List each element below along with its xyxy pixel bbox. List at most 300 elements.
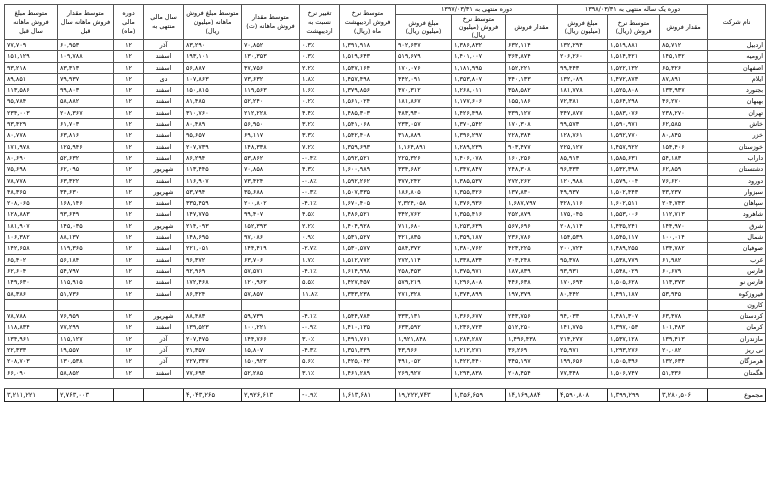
table-cell: ۱۴۴,۷۶۶ <box>242 333 300 344</box>
table-cell: اسفند <box>144 232 184 243</box>
table-cell: ۷۶,۶۲۰ <box>660 175 708 186</box>
table-cell: اسفند <box>144 198 184 209</box>
table-cell: ۶۲,۶۰۴ <box>5 265 58 276</box>
table-cell: ۹۵,۷۸۴ <box>5 96 58 107</box>
table-cell: ۱,۴۲۲,۴۴۰ <box>452 356 506 367</box>
table-cell: ۱۲ <box>114 152 144 163</box>
table-cell: ۲۳۴,۰۰۳ <box>5 107 58 118</box>
table-cell: ۱,۱۷۷,۶۰۶ <box>452 96 506 107</box>
table-cell: دی <box>144 73 184 84</box>
company-name-cell: غرب <box>708 254 766 265</box>
table-cell: ۱۱۲,۷۱۳ <box>660 209 708 220</box>
table-cell: شهریور <box>144 220 184 231</box>
table-cell: ۶۳,۳۲۲ <box>58 175 114 186</box>
table-cell: ۱۲ <box>114 345 144 356</box>
table-cell: ۱,۳۵۵,۳۲۶ <box>452 186 506 197</box>
table-cell: ۱۱۳,۴۴۵ <box>184 164 242 175</box>
header-monthly-qty: متوسط مقدار فروش ماهانه (ت) <box>242 5 300 40</box>
table-cell: ۱,۵۱۴,۴۲۱ <box>608 51 660 62</box>
table-cell: ۱,۳۹۶,۲۹۷ <box>452 130 506 141</box>
header-company: نام شرکت <box>708 5 766 40</box>
table-cell: ۳۳۹,۱۲۷ <box>506 107 558 118</box>
table-row <box>5 186 766 197</box>
header-prev-monthly-qty: متوسط مقدار فروش ماهانه سال قبل <box>58 5 114 40</box>
company-name-cell: هرمزگان <box>708 356 766 367</box>
table-row <box>5 232 766 243</box>
table-cell: ۹۴,۰۳۳ <box>558 311 608 322</box>
company-name-cell: سپاهان <box>708 198 766 209</box>
table-cell: ۴,۵۹۰,۸۰۸ <box>558 388 608 401</box>
table-cell: ۹۹,۸۰۳ <box>58 85 114 96</box>
table-cell: ۱,۵۹۲,۷۷۰ <box>608 130 660 141</box>
table-cell: ۳.۳٪ <box>300 130 340 141</box>
table-cell: ۷۳,۶۳۲ <box>242 73 300 84</box>
table-cell: ۸۵,۹۱۳ <box>558 152 608 163</box>
table-cell: شهریور <box>144 311 184 322</box>
table-cell: ۱۴۱,۷۷۵ <box>558 322 608 333</box>
table-cell: ۱۳۳,۹۳۷ <box>660 85 708 96</box>
table-cell: ۱۱۹,۵۶۳ <box>242 85 300 96</box>
table-cell: ۱,۵۷۹,۰۰۴ <box>608 175 660 186</box>
spacer-row <box>5 378 766 388</box>
table-cell: ۱۷۲,۴۶۸ <box>184 277 242 288</box>
table-row <box>5 164 766 175</box>
table-cell <box>144 388 184 401</box>
table-cell: ۵۳,۷۹۴ <box>184 186 242 197</box>
table-row <box>5 130 766 141</box>
table-cell: ۱,۴۲۷,۴۵۷ <box>340 277 396 288</box>
table-cell: ۱,۳۷۴,۸۹۹ <box>452 288 506 299</box>
table-cell <box>300 299 340 310</box>
table-cell: ۱,۳۵۹,۶۹۳ <box>340 141 396 152</box>
table-cell: ۱۳۴,۷۸۲ <box>660 243 708 254</box>
header-prev-amount: مبلغ فروش (میلیون ریال) <box>396 15 452 40</box>
table-cell: ۷۷,۳۴۸ <box>558 367 608 378</box>
table-cell: ۱.۶٪ <box>300 85 340 96</box>
table-cell: ۶۳,۷۰۶ <box>242 254 300 265</box>
table-cell: ۱۲ <box>114 141 144 152</box>
table-row <box>5 288 766 299</box>
table-cell: ۱۲ <box>114 73 144 84</box>
spacer-cell <box>5 378 766 388</box>
table-row <box>5 209 766 220</box>
table-cell: ۹۰۳,۴۷۷ <box>506 141 558 152</box>
table-cell: ۷.۲٪ <box>300 141 340 152</box>
table-cell: ۴۹,۹۳۷ <box>558 186 608 197</box>
table-cell <box>184 299 242 310</box>
table-cell: ۱۶۸,۱۴۶ <box>58 198 114 209</box>
table-cell: ۱۲ <box>114 198 144 209</box>
table-cell: ۹۳,۶۴۹ <box>58 209 114 220</box>
table-cell: ۷۸,۷۷۸ <box>5 175 58 186</box>
table-cell <box>144 299 184 310</box>
table-cell: ۵۶۷,۶۹۶ <box>506 220 558 231</box>
table-cell: ۱,۶۰۰,۹۸۹ <box>340 164 396 175</box>
table-cell: ۱۵۴,۵۳۹ <box>558 232 608 243</box>
table-cell: ۱,۵۳۸,۷۷۹ <box>608 254 660 265</box>
table-cell: ۱۲ <box>114 322 144 333</box>
header-fiscal-end: سال مالی منتهی به <box>144 5 184 40</box>
table-cell: ۶۳,۴۷۸ <box>660 311 708 322</box>
table-cell: ۱,۵۶۱,۰۲۴ <box>340 96 396 107</box>
table-cell: اسفند <box>144 175 184 186</box>
table-cell: ۱,۴۹۱,۱۸۷ <box>608 288 660 299</box>
table-cell <box>608 299 660 310</box>
table-cell: ۱,۴۰۱,۰۰۷ <box>452 51 506 62</box>
table-cell: ۵۸,۸۸۲ <box>58 96 114 107</box>
table-cell: ۲۲,۳۳۳ <box>5 345 58 356</box>
company-name-cell: فیروزکوه <box>708 288 766 299</box>
table-cell <box>396 299 452 310</box>
table-cell: ۴۹۱,۰۵۲ <box>396 356 452 367</box>
table-cell: ۱,۳۷۶,۹۳۶ <box>452 198 506 209</box>
table-cell: ۲۰۷,۴۷۵ <box>184 333 242 344</box>
table-row <box>5 277 766 288</box>
table-cell: شهریور <box>144 164 184 175</box>
table-cell: ۸۰,۸۴۵ <box>660 130 708 141</box>
table-cell: ۱۵۲,۲۲۱ <box>506 62 558 73</box>
table-cell: ۱,۵۴۵,۱۱۷ <box>608 232 660 243</box>
table-cell: ۳۳,۲۳۷ <box>660 186 708 197</box>
table-cell: ۱,۵۰۲,۴۴۳ <box>608 186 660 197</box>
table-cell: ۱۷۰,۳۰۸ <box>506 119 558 130</box>
table-cell: ۲۰۸,۰۶۵ <box>5 198 58 209</box>
table-cell: اسفند <box>144 367 184 378</box>
company-name-cell: بهبهان <box>708 96 766 107</box>
company-name-cell: مازندران <box>708 333 766 344</box>
table-cell: ۱,۱۸۱,۹۹۵ <box>452 62 506 73</box>
table-cell: ۰.۳٪ <box>300 40 340 51</box>
table-cell: ۳.۰٪ <box>300 333 340 344</box>
table-cell: ۱,۵۱۹,۶۴۳ <box>340 51 396 62</box>
table-cell: ۱۷۵,۰۴۵ <box>558 209 608 220</box>
table-row <box>5 254 766 265</box>
table-cell <box>340 299 396 310</box>
table-cell: ۸۰,۴۸۹ <box>184 119 242 130</box>
table-cell: ۲۰۰,۸۰۲ <box>242 198 300 209</box>
table-cell: ۳۱۸,۸۸۹ <box>396 130 452 141</box>
table-cell: ۱,۴۹۱,۷۶۱ <box>340 333 396 344</box>
table-cell: ۱,۵۹۲,۵۲۱ <box>340 152 396 163</box>
table-cell: ۲۰۷,۷۳۹ <box>184 141 242 152</box>
table-cell <box>5 299 58 310</box>
table-cell: ۲۰۳,۲۴۸ <box>506 254 558 265</box>
table-cell: ۳۶۴,۸۷۴ <box>506 51 558 62</box>
table-cell: ۳۴۷,۸۷۷ <box>558 107 608 118</box>
table-cell: ۸۸,۱۳۷ <box>58 232 114 243</box>
table-cell: ۲۱۴,۰۹۳ <box>184 220 242 231</box>
table-cell: ۱۵۴,۴۰۶ <box>660 141 708 152</box>
table-cell: اسفند <box>144 141 184 152</box>
table-cell: ۱۰۰,۲۲۱ <box>242 322 300 333</box>
table-cell: ۲۵,۹۷۱ <box>558 345 608 356</box>
table-cell: ۰.۹٪ <box>300 232 340 243</box>
table-cell: ۲۵۲,۸۷۹ <box>506 209 558 220</box>
table-cell: ۱۸۶,۸۰۵ <box>396 186 452 197</box>
table-cell: ۵۴,۷۹۷ <box>58 265 114 276</box>
table-cell: ۱۲ <box>114 175 144 186</box>
table-cell: ۱,۵۹۲,۲۶۲ <box>340 175 396 186</box>
table-cell: -۴.۳٪ <box>300 345 340 356</box>
company-name-cell: هگمتان <box>708 367 766 378</box>
table-cell: ۴۸,۳۶۵ <box>5 186 58 197</box>
table-cell: ۶۳,۸۱۶ <box>58 130 114 141</box>
table-cell: شهریور <box>144 186 184 197</box>
table-row <box>5 107 766 118</box>
table-cell: ۵۷۹,۲۱۹ <box>396 277 452 288</box>
table-cell: ۱,۲۱۲,۲۷۱ <box>452 345 506 356</box>
table-cell: ۳۷۷,۲۴۲ <box>396 175 452 186</box>
table-cell: ۶۱,۷۰۳ <box>58 119 114 130</box>
table-cell: ۲۰۴,۷۴۳ <box>660 198 708 209</box>
table-cell: اسفند <box>144 243 184 254</box>
header-period-months: دوره مالی (ماه) <box>114 5 144 40</box>
table-cell: ۰.۳٪ <box>300 51 340 62</box>
table-cell: ۱۳۲,۲۹۴ <box>558 40 608 51</box>
table-cell: ۱۳۰,۵۳۸ <box>58 356 114 367</box>
table-cell: اسفند <box>144 277 184 288</box>
table-cell: ۱۴۸,۳۳۸ <box>242 141 300 152</box>
table-cell: -۰.۹٪ <box>300 388 340 401</box>
table-cell: ۱,۶۱۴,۹۹۸ <box>340 265 396 276</box>
table-cell: ۱۲ <box>114 265 144 276</box>
table-cell: ۶۶,۰۹۰ <box>5 367 58 378</box>
table-cell: ۱۴۴,۴۱۹ <box>242 243 300 254</box>
table-cell: ۲۲۱,۰۵۱ <box>184 243 242 254</box>
table-cell: ۵.۵٪ <box>300 277 340 288</box>
table-row <box>5 265 766 276</box>
company-name-cell: خاش <box>708 119 766 130</box>
table-cell: ۷۲,۳۸۱ <box>558 96 608 107</box>
table-cell: ۴.۳٪ <box>300 164 340 175</box>
table-cell: ۶۱,۹۸۲ <box>660 254 708 265</box>
table-cell: ۱,۵۱۲,۷۷۲ <box>340 254 396 265</box>
company-name-cell: کرمان <box>708 322 766 333</box>
table-cell: ۵۱۲,۲۵۰ <box>506 322 558 333</box>
company-name-cell: صوفیان <box>708 243 766 254</box>
table-cell: ۶۲,۸۵۹ <box>660 164 708 175</box>
table-cell: ۴۲۳,۲۲۵ <box>506 243 558 254</box>
table-cell: ۹۹,۴۰۷ <box>242 209 300 220</box>
table-cell: ۵۱,۷۳۶ <box>58 288 114 299</box>
table-cell: ۲۰,۰۸۲ <box>660 345 708 356</box>
table-cell: ۱۲۰,۹۶۲ <box>242 277 300 288</box>
company-name-cell: سبزوار <box>708 186 766 197</box>
table-cell: ۵۶,۹۵۰ <box>242 119 300 130</box>
table-cell: -۴.۱٪ <box>300 198 340 209</box>
company-name-cell: شرق <box>708 220 766 231</box>
table-cell: ۱۹,۲۲۲,۷۴۳ <box>396 388 452 401</box>
table-cell: ۱,۴۷۲,۸۷۳ <box>608 73 660 84</box>
table-cell: ۳۳۵,۴۵۹ <box>184 198 242 209</box>
table-cell: ۱۱۳,۵۸۶ <box>5 85 58 96</box>
table-cell: ۲۲۵,۱۲۷ <box>558 141 608 152</box>
table-row <box>5 299 766 310</box>
table-cell: -۰.۸٪ <box>300 175 340 186</box>
table-cell: ۱۱۶,۹۰۷ <box>184 175 242 186</box>
table-cell: ۲۲۵,۳۲۶ <box>396 152 452 163</box>
table-cell: ۱,۳۵۵,۴۱۶ <box>452 209 506 220</box>
table-cell: ۶۹,۱۱۷ <box>242 130 300 141</box>
table-cell: ۱۵۵,۱۸۶ <box>506 96 558 107</box>
table-cell: ۲۳۶,۷۸۶ <box>506 232 558 243</box>
header-current-qty: مقدار فروش <box>660 15 708 40</box>
header-change-pct: تغییر نرخ نسبت به اردیبهشت <box>300 5 340 40</box>
table-cell: ۸۰,۶۹۰ <box>5 152 58 163</box>
table-cell: ۱,۵۴۲,۴۰۸ <box>340 130 396 141</box>
table-body <box>5 40 766 379</box>
table-cell: ۱۲ <box>114 367 144 378</box>
table-cell: ۲۱,۳۵۷ <box>184 345 242 356</box>
table-cell: ۴۳,۹۶۶ <box>396 345 452 356</box>
table-cell: ۳۳۴,۶۸۲ <box>396 164 452 175</box>
table-cell: ۴,۰۴۳,۲۶۵ <box>184 388 242 401</box>
table-cell: ۳۴۲,۷۶۲ <box>396 209 452 220</box>
table-cell: ۹۶,۳۳۳ <box>558 164 608 175</box>
table-cell: ۱,۶۸۷,۷۹۷ <box>506 198 558 209</box>
table-cell: اسفند <box>144 152 184 163</box>
table-row <box>5 220 766 231</box>
table-cell: ۱,۵۸۵,۶۳۱ <box>608 152 660 163</box>
table-cell: ۵۲,۲۴۰ <box>242 96 300 107</box>
header-current-amount: مبلغ فروش (میلیون ریال) <box>558 15 608 40</box>
table-cell: -۴.۱٪ <box>300 265 340 276</box>
table-cell: ۱۲ <box>114 333 144 344</box>
table-cell: ۳۴,۶۳۰ <box>58 186 114 197</box>
table-cell: اسفند <box>144 254 184 265</box>
table-cell: ۱۰۱,۴۸۳ <box>660 322 708 333</box>
table-cell: ۱,۹۲۱,۸۴۸ <box>396 333 452 344</box>
table-cell: ۱۳۹,۴۱۳ <box>660 333 708 344</box>
table-cell: ۷۷,۷۰۹ <box>5 40 58 51</box>
table-cell: ۱۳۴,۹۶۱ <box>5 333 58 344</box>
table-cell: ۱,۳۳۳,۲۳۸ <box>340 288 396 299</box>
table-cell: -۰.۳٪ <box>300 186 340 197</box>
table-cell <box>114 388 144 401</box>
table-cell: ۲,۳۲۴,۰۵۸ <box>396 198 452 209</box>
table-cell: ۹۲,۹۶۹ <box>184 265 242 276</box>
table-cell: ۱۷۰,۰۷۶ <box>396 62 452 73</box>
table-cell: ۱۸۷,۸۳۹ <box>506 265 558 276</box>
table-cell: ۱,۳۷۰,۵۴۲ <box>452 119 506 130</box>
table-cell: ۷۰,۸۵۲ <box>242 40 300 51</box>
table-cell: ۷۷,۲۹۹ <box>58 322 114 333</box>
table-cell: ۱,۴۳۵,۲۴۱ <box>608 220 660 231</box>
table-cell: اسفند <box>144 51 184 62</box>
table-cell: ۱۵,۸۰۷ <box>242 345 300 356</box>
table-row <box>5 322 766 333</box>
table-row <box>5 311 766 322</box>
table-cell: ۱,۲۸۹,۲۳۹ <box>452 141 506 152</box>
table-cell: ۳۵۸,۵۸۲ <box>506 85 558 96</box>
table-cell: ۱۹۹,۶۵۶ <box>558 356 608 367</box>
table-cell: ۵۱۹,۶۷۹ <box>396 51 452 62</box>
header-avg-change: متوسط نرخ فروش اردیبهشت ماه (ریال) <box>340 5 396 40</box>
table-cell: ۹۵,۶۵۷ <box>184 130 242 141</box>
table-cell: ۱۱۳,۳۷۳ <box>660 277 708 288</box>
table-cell: ۲۰۶,۲۶۰ <box>558 51 608 62</box>
table-cell: ۱,۶۱۳,۶۸۱ <box>340 388 396 401</box>
table-cell: ۱۲ <box>114 254 144 265</box>
company-name-cell: مجموع <box>708 388 766 401</box>
table-cell: ۵۷,۸۵۷ <box>242 288 300 299</box>
table-cell: ۲۷۲,۱۱۴ <box>396 254 452 265</box>
table-cell: ۱,۲۶۸,۰۱۱ <box>452 85 506 96</box>
table-cell <box>242 299 300 310</box>
table-cell: ۱۲ <box>114 119 144 130</box>
header-current-avgprice: متوسط نرخ فروش (ریال) <box>608 15 660 40</box>
table-cell: ۸۶,۲۹۴ <box>184 152 242 163</box>
company-name-cell: ارومیه <box>708 51 766 62</box>
company-name-cell: دشتستان <box>708 164 766 175</box>
table-cell: اسفند <box>144 96 184 107</box>
company-name-cell: کارون <box>708 299 766 310</box>
table-cell: ۱۴۵,۱۳۲ <box>660 51 708 62</box>
table-cell: ۱,۵۳۰,۵۷۷ <box>340 243 396 254</box>
table-cell: آذر <box>144 333 184 344</box>
table-cell: ۷۰,۸۵۸ <box>242 164 300 175</box>
table-cell: ۳۶,۲۶۹ <box>506 345 558 356</box>
table-cell: ۱,۵۳۷,۱۲۸ <box>608 333 660 344</box>
table-cell <box>114 299 144 310</box>
table-cell: ۸۹,۸۵۱ <box>5 73 58 84</box>
table-cell: ۱۴,۱۶۹,۸۸۴ <box>506 388 558 401</box>
table-cell: آذر <box>144 356 184 367</box>
table-cell: ۱,۴۵۷,۹۲۲ <box>608 141 660 152</box>
table-row <box>5 85 766 96</box>
table-cell: ۱۲ <box>114 51 144 62</box>
table-row <box>5 243 766 254</box>
table-cell: -۰.۴٪ <box>300 152 340 163</box>
table-cell: ۱,۳۵۳,۸۰۷ <box>452 73 506 84</box>
table-cell: ۲۵۸,۴۵۳ <box>396 265 452 276</box>
table-cell: ۴۴۶,۶۳۸ <box>506 277 558 288</box>
table-cell: اسفند <box>144 288 184 299</box>
table-cell: ۹۶,۳۷۲ <box>184 254 242 265</box>
table-row <box>5 40 766 51</box>
table-cell: ۹۹,۴۴۳ <box>558 62 608 73</box>
table-cell: ۱,۵۵۳,۰۰۶ <box>608 209 660 220</box>
table-cell: ۸۸,۴۸۳ <box>184 311 242 322</box>
table-row <box>5 356 766 367</box>
table-cell: ۱,۴۸۶,۵۲۱ <box>340 209 396 220</box>
table-cell: ۱,۶۰۲,۵۱۱ <box>608 198 660 209</box>
table-cell: ۱۲۸,۷۶۱ <box>558 130 608 141</box>
table-cell: ۵۹,۷۳۹ <box>242 311 300 322</box>
table-cell: ۱۲ <box>114 277 144 288</box>
header-group-row <box>5 5 766 15</box>
table-cell: ۱,۳۸۶,۸۳۲ <box>452 40 506 51</box>
table-cell: ۱۵۰,۹۲۲ <box>242 356 300 367</box>
table-cell: ۱۷۱,۹۷۸ <box>5 141 58 152</box>
table-cell: ۱۷۰,۶۹۴ <box>558 277 608 288</box>
table-cell: ۱۲ <box>114 130 144 141</box>
table-cell: اسفند <box>144 130 184 141</box>
table-cell: ۳,۲۸۰,۵۰۶ <box>660 388 708 401</box>
table-cell: ۱,۵۳۲,۳۹۸ <box>608 164 660 175</box>
table-cell: ۷۹,۹۳۷ <box>58 73 114 84</box>
table-cell: ۵۸,۸۵۲ <box>58 367 114 378</box>
table-cell <box>660 299 708 310</box>
table-cell: ۱,۴۱۰,۱۳۵ <box>340 322 396 333</box>
table-cell: ۲۰۸,۴۵۴ <box>506 367 558 378</box>
header-group-prev: دوره منتهی به ۱۳۹۷/۰۳/۳۱ <box>396 5 558 15</box>
table-cell: ۸۵,۷۱۲ <box>660 40 708 51</box>
table-cell: ۱۲۸,۸۸۳ <box>5 209 58 220</box>
table-cell: ۱۲ <box>114 186 144 197</box>
table-cell: ۱۴۴,۹۷۰ <box>660 220 708 231</box>
table-cell: ۱۲ <box>114 85 144 96</box>
